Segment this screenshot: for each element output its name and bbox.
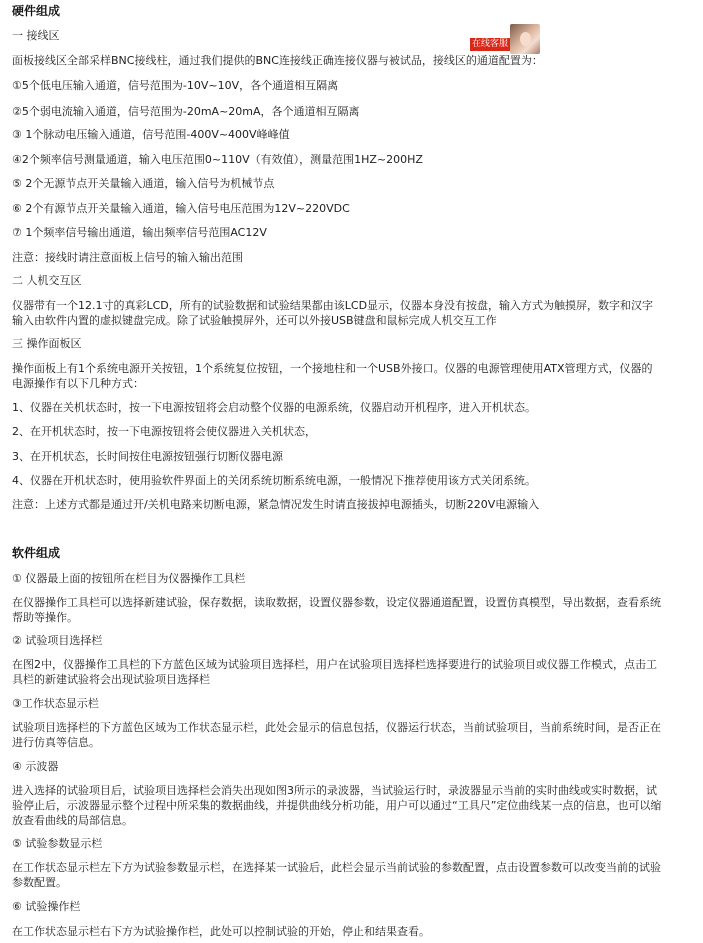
software-item-heading: ⑥ 试验操作栏 (12, 900, 81, 913)
software-item-heading: ④ 示波器 (12, 760, 59, 773)
wiring-item: ⑤ 2个无源节点开关量输入通道，输入信号为机械节点 (12, 177, 275, 190)
software-title: 软件组成 (12, 546, 61, 560)
hardware-title: 硬件组成 (12, 4, 61, 18)
panel-text: 操作面板上有1个系统电源开关按钮，1个系统复位按钮，一个接地柱和一个USB外接口。仪器的电源管理使用ATX管理方式，仪器的电源操作有以下几种方式： (12, 362, 653, 390)
section-heading-wiring: 一 接线区 (12, 29, 60, 42)
wiring-item: ④2个频率信号测量通道，输入电压范围0~110V（有效值），测量范围1HZ~200HZ (12, 153, 423, 166)
wiring-item: ③ 1个脉动电压输入通道，信号范围-400V~400V峰峰值 (12, 128, 290, 141)
wiring-item: ②5个弱电流输入通道，信号范围为-20mA~20mA，各个通道相互隔离 (12, 105, 360, 118)
section-heading-panel: 三 操作面板区 (12, 337, 82, 350)
power-step: 3、在开机状态，长时间按住电源按钮强行切断仪器电源 (12, 450, 283, 463)
software-item-text: 进入选择的试验项目后，试验项目选择栏会消失出现如图3所示的录波器，当试验运行时，录波器显示当前的实时曲线或实时数据，试验停止后，示波器显示整个过程中所采集的数据曲线，并提供曲线分析功能，用户可以通过“工具尺”定位曲线某一点的信息，也可以缩放查看曲线的局部信息。 (12, 784, 662, 827)
software-item-heading: ① 仪器最上面的按钮所在栏目为仪器操作工具栏 (12, 572, 246, 585)
customer-service-avatar-icon[interactable] (510, 24, 540, 54)
software-item-text: 在图2中，仪器操作工具栏的下方蓝色区域为试验项目选择栏，用户在试验项目选择栏选择要进行的试验项目或仪器工作模式，点击工具栏的新建试验将会出现试验项目选择栏 (12, 658, 657, 686)
software-item-text: 在工作状态显示栏左下方为试验参数显示栏，在选择某一试验后，此栏会显示当前试验的参数配置，点击设置参数可以改变当前的试验参数配置。 (12, 861, 661, 889)
online-service-widget[interactable] (470, 24, 546, 54)
online-service-badge[interactable]: 在线客服 (471, 39, 508, 49)
power-step: 1、仪器在关机状态时，按一下电源按钮将会启动整个仪器的电源系统，仪器启动开机程序，进入开机状态。 (12, 401, 536, 414)
software-item-heading: ② 试验项目选择栏 (12, 634, 103, 647)
software-item-heading: ③工作状态显示栏 (12, 697, 99, 710)
panel-note: 注意：上述方式都是通过开/关机电路来切断电源，紧急情况发生时请直接拔掉电源插头，切断220V电源输入 (12, 498, 540, 511)
software-item-text: 在工作状态显示栏右下方为试验操作栏，此处可以控制试验的开始，停止和结果查看。 (12, 925, 430, 938)
wiring-item: ①5个低电压输入通道，信号范围为-10V~10V，各个通道相互隔离 (12, 79, 339, 92)
wiring-item: ⑥ 2个有源节点开关量输入通道，输入信号电压范围为12V~220VDC (12, 202, 350, 215)
software-item-heading: ⑤ 试验参数显示栏 (12, 837, 103, 850)
power-step: 2、在开机状态时，按一下电源按钮将会使仪器进入关机状态， (12, 425, 316, 438)
software-item-text: 试验项目选择栏的下方蓝色区域为工作状态显示栏，此处会显示的信息包括，仪器运行状态，当前试验项目，当前系统时间，是否正在进行仿真等信息。 (12, 721, 661, 749)
wiring-note: 注意：接线时请注意面板上信号的输入输出范围 (12, 251, 243, 264)
section-heading-hmi: 二 人机交互区 (12, 274, 82, 287)
power-step: 4、仪器在开机状态时，使用验软件界面上的关闭系统切断系统电源，一般情况下推荐使用该方式关闭系统。 (12, 474, 536, 487)
hmi-text: 仪器带有一个12.1寸的真彩LCD，所有的试验数据和试验结果都由该LCD显示，仪器本身没有按盘，输入方式为触摸屏，数字和汉字输入由软件内置的虚拟键盘完成。除了试验触摸屏外，还可以外接USB键盘和鼠标完成人机交互工作 (12, 299, 654, 327)
wiring-item: ⑦ 1个频率信号输出通道，输出频率信号范围AC12V (12, 226, 267, 239)
wiring-intro: 面板接线区全部采样BNC接线柱，通过我们提供的BNC连接线正确连接仪器与被试品，接线区的通道配置为： (12, 54, 543, 67)
software-item-text: 在仪器操作工具栏可以选择新建试验，保存数据，读取数据，设置仪器参数，设定仪器通道配置，设置仿真模型，导出数据，查看系统帮助等操作。 (12, 596, 661, 624)
